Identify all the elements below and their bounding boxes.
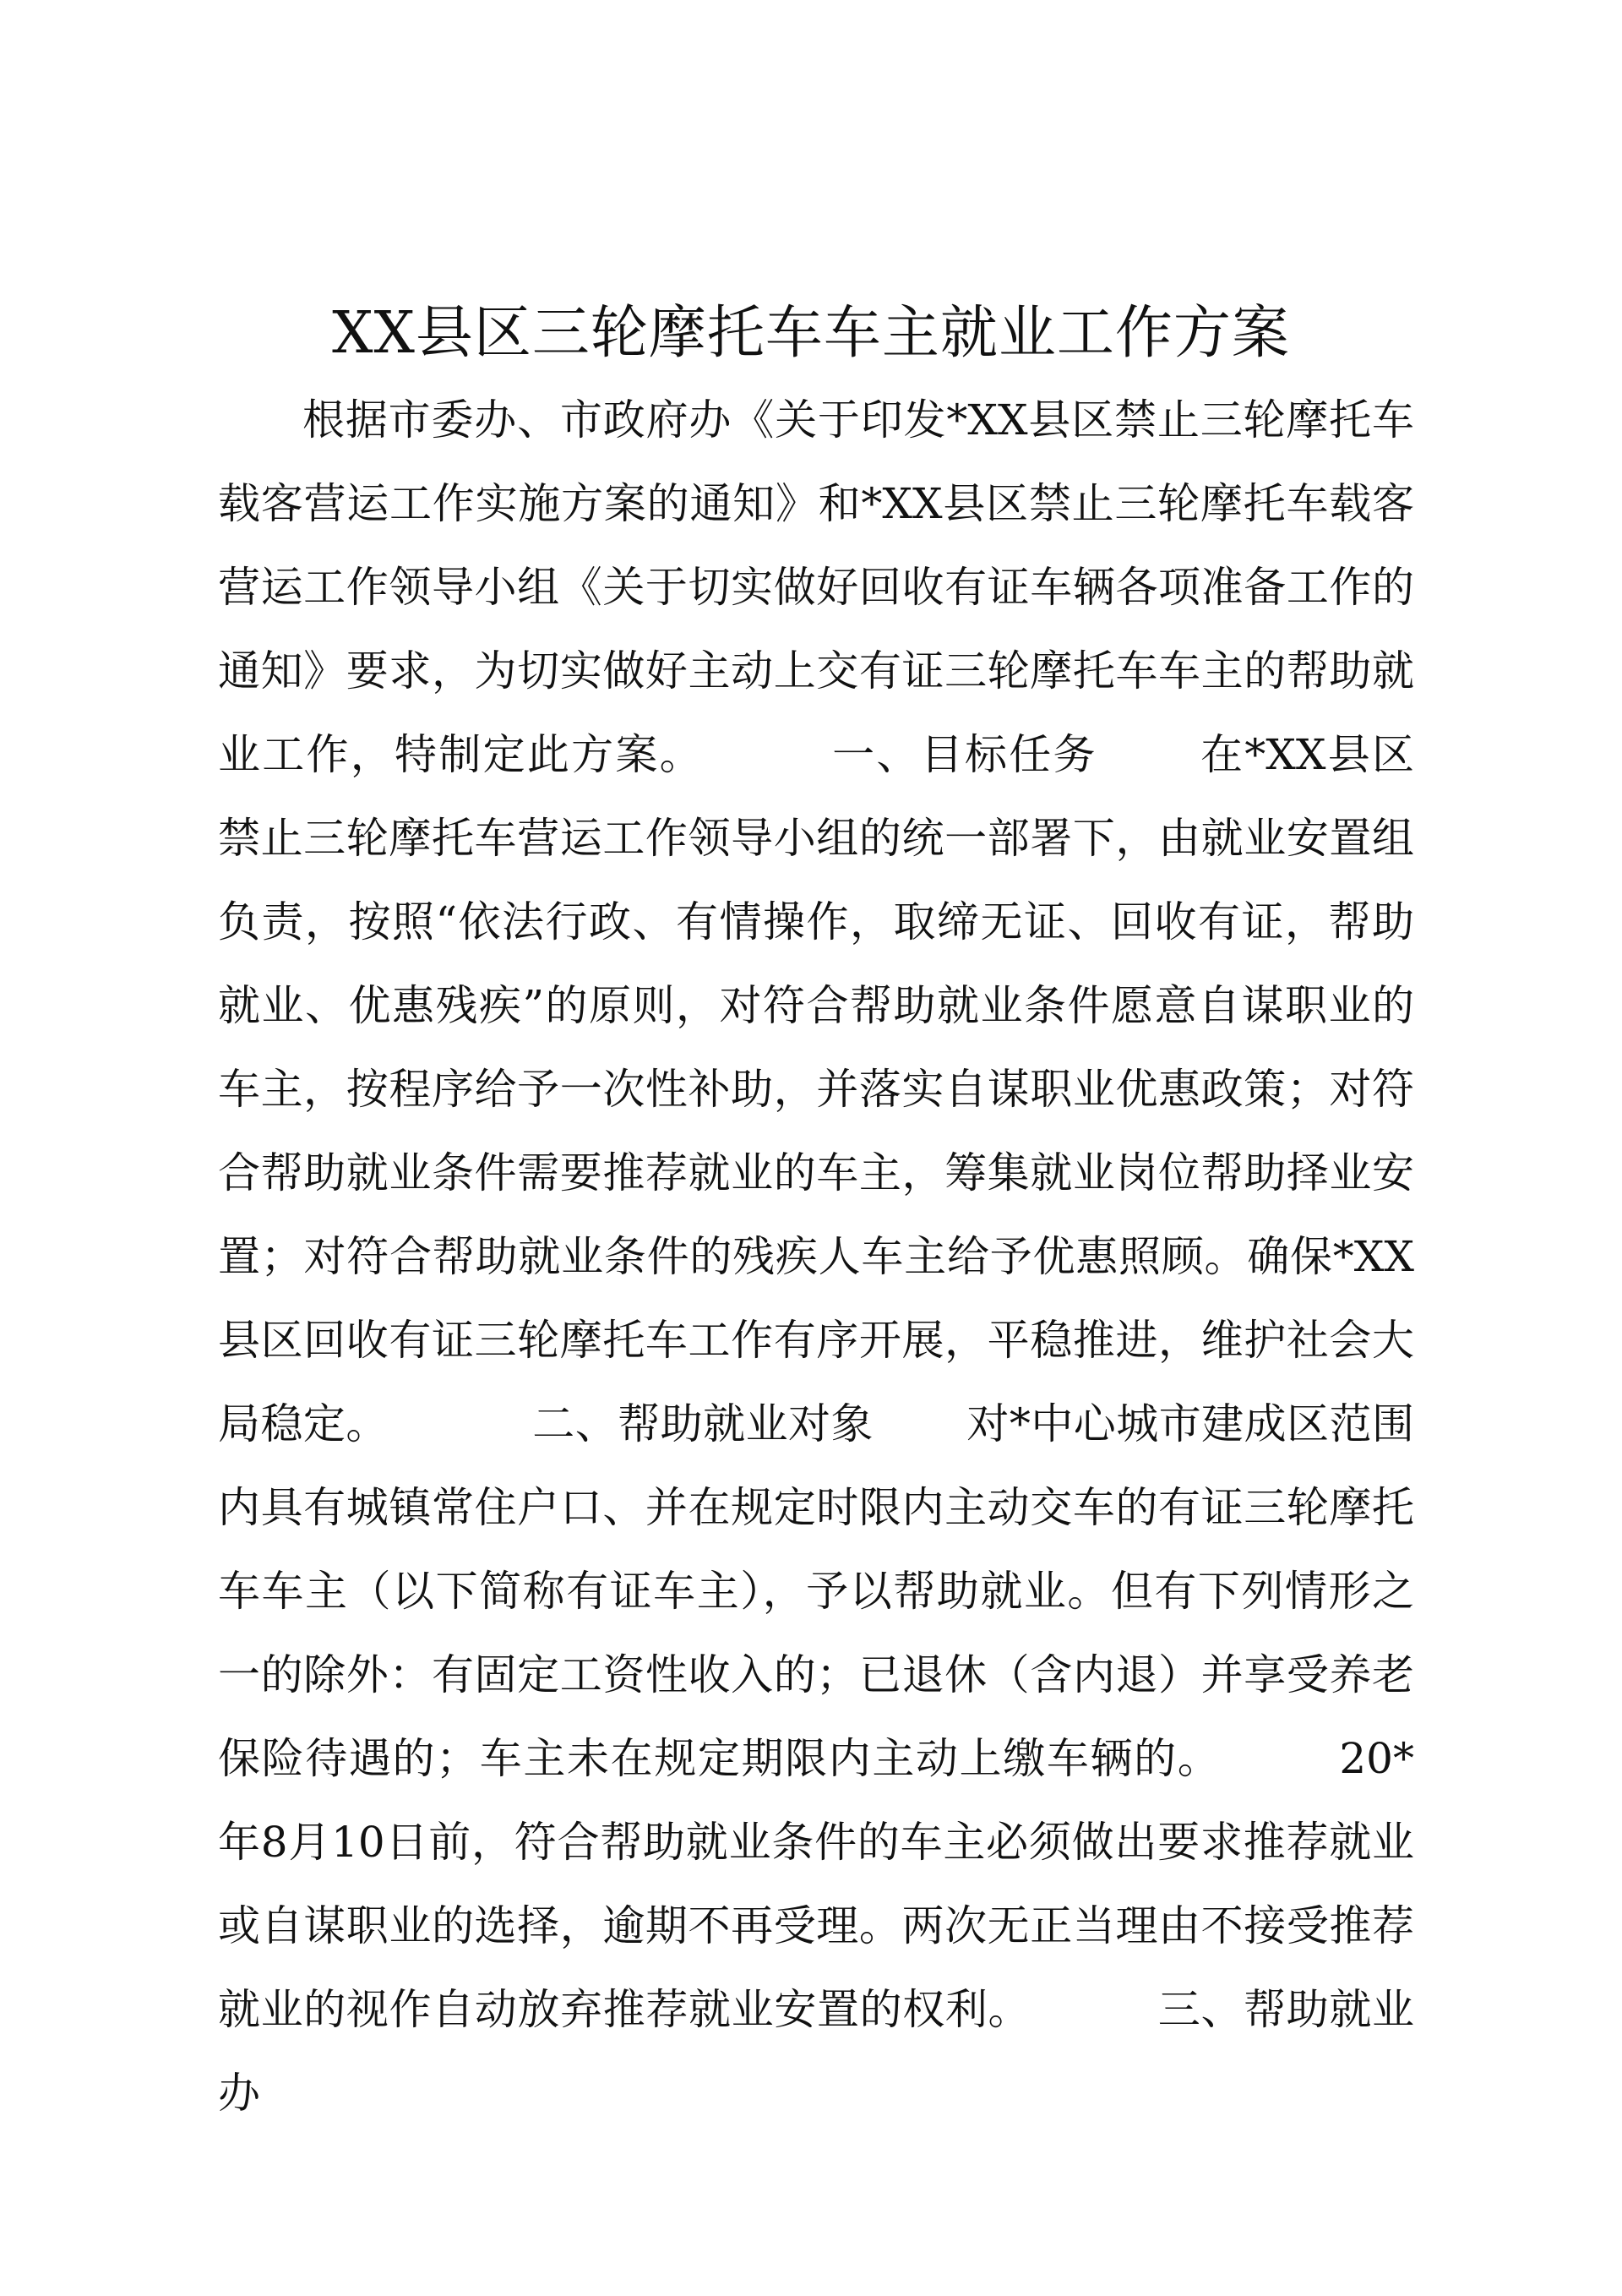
section-1-text: 在*XX县区禁止三轮摩托车营运工作领导小组的统一部署下，由就业安置组负责，按照“依法行政、有情操作，取缔无证、回收有证，帮助就业、优惠残疾”的原则，对符合帮助就业条件愿意自谋职业的车主，按程序给予一次性补助，并落实自谋职业优惠政策；对符合帮助就业条件需要推荐就业的车主，筹集就业岗位帮助择业安置；对符合帮助就业条件的残疾人车主给予优惠照顾。确保*XX县区回收有证三轮摩托车工作有序开展，平稳推进，维护社会大局稳定。 bbox=[218, 730, 1415, 1448]
section-3-heading: 三、帮助就业办 bbox=[218, 1985, 1415, 2118]
document-title: XX县区三轮摩托车车主就业工作方案 bbox=[332, 300, 1290, 367]
deadline-text: 20*年8月10日前，符合帮助就业条件的车主必须做出要求推荐就业或自谋职业的选择，逾期不再受理。两次无正当理由不接受推荐就业的视作自动放弃推荐就业安置的权利。 bbox=[218, 1734, 1414, 2034]
intro-paragraph: 根据市委办、市政府办《关于印发*XX县区禁止三轮摩托车载客营运工作实施方案的通知》和*XX县区禁止三轮摩托车载客营运工作领导小组《关于切实做好回收有证车辆各项准备工作的通知》要求，为切实做好主动上交有证三轮摩托车车主的帮助就业工作，特制定此方案。 bbox=[218, 395, 1414, 779]
section-2-heading: 二、帮助就业对象 bbox=[531, 1399, 874, 1448]
section-2-text: 对*中心城市建成区范围内具有城镇常住户口、并在规定时限内主动交车的有证三轮摩托车车主（以下简称有证车主），予以帮助就业。但有下列情形之一的除外：有固定工资性收入的；已退休（含内退）并享受养老保险待遇的；车主未在规定期限内主动上缴车辆的。 bbox=[218, 1399, 1415, 1783]
document-body bbox=[218, 379, 1414, 2135]
section-1-heading: 一、目标任务 bbox=[830, 730, 1097, 779]
